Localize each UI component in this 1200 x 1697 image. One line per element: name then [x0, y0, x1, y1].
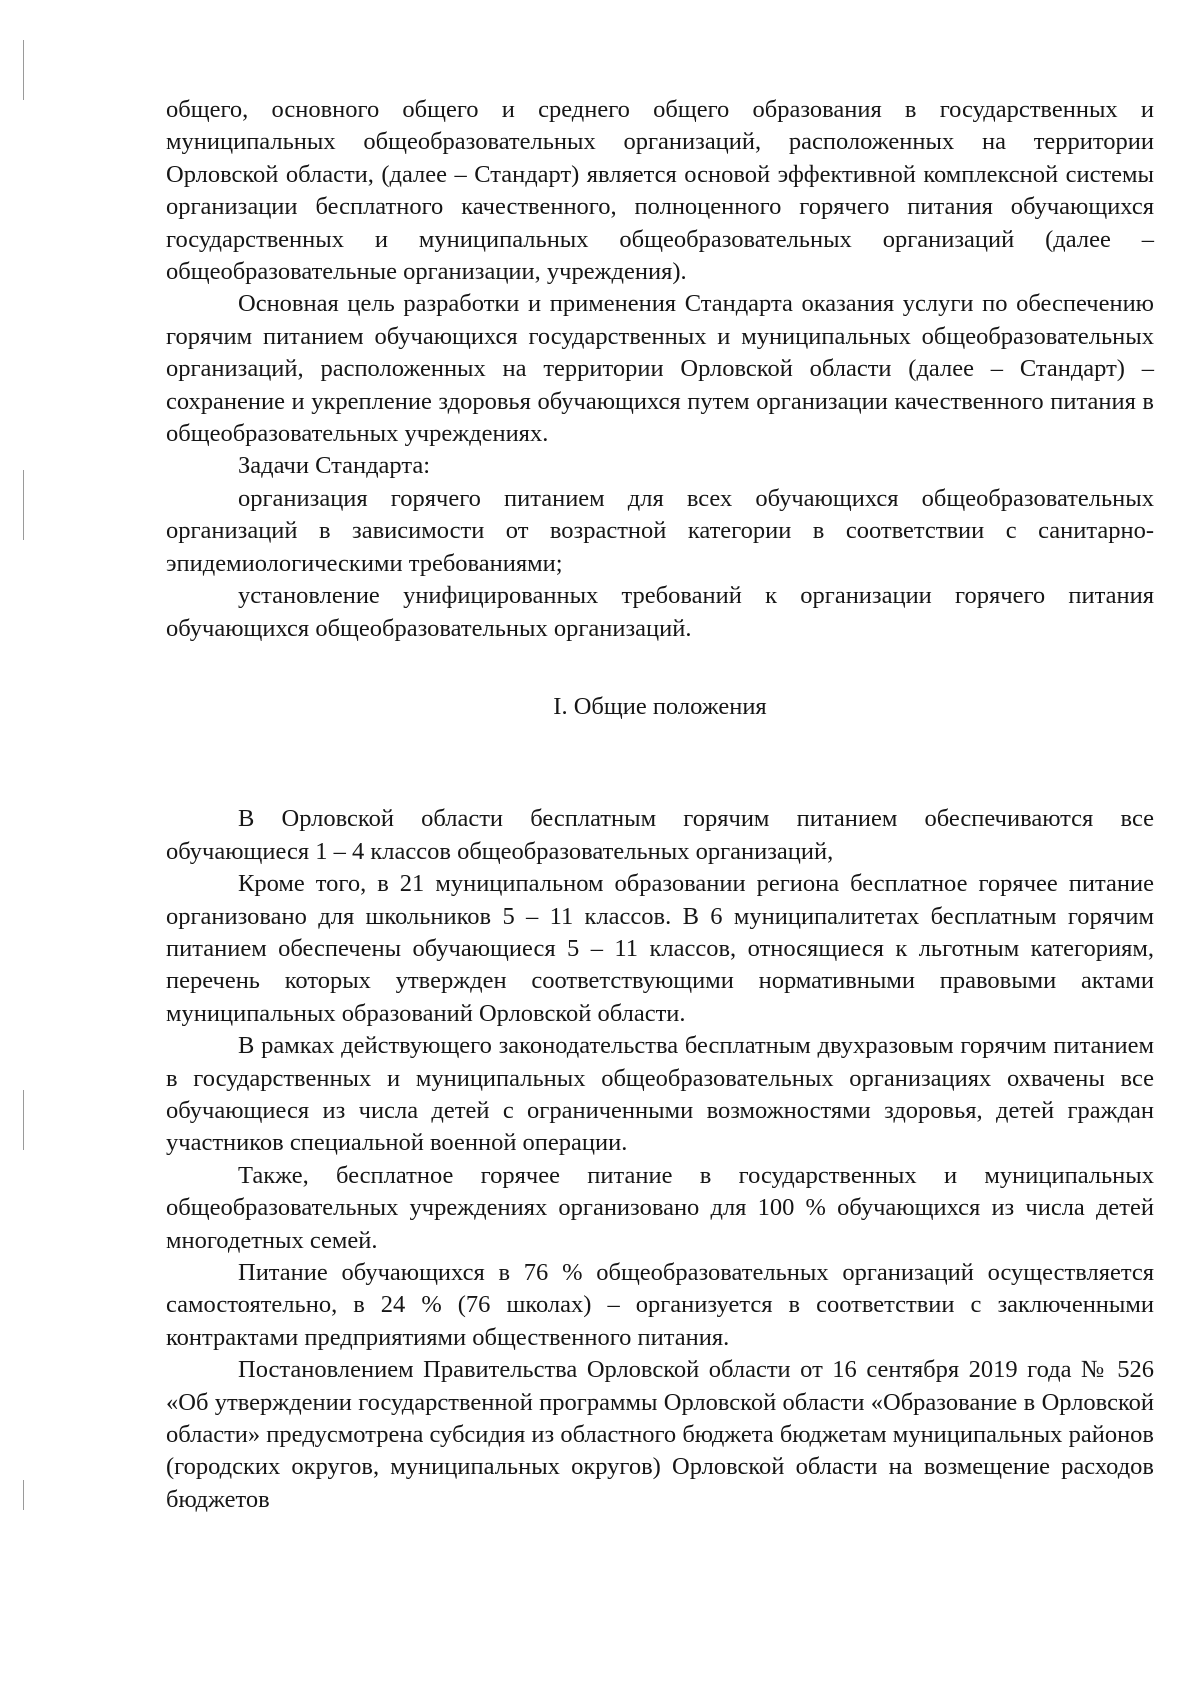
scan-edge-mark — [23, 40, 24, 100]
scan-edge-mark — [23, 470, 24, 540]
task-item-1: организация горячего питанием для всех обучающихся общеобразовательных организаций в зависимости от возрастной категории в соответствии с санитарно-эпидемиологическими требованиями; — [166, 484, 1154, 577]
section-paragraph: Питание обучающихся в 76 % общеобразовательных организаций осуществляется самостоятельно, в 24 % (76 школах) – организуется в соответствии с заключенными контрактами предприятиями общественного питания. — [166, 1259, 1154, 1351]
tasks-heading: Задачи Стандарта: — [238, 452, 431, 480]
document-body — [166, 94, 1154, 1516]
intro-continuation-paragraph: общего, основного общего и среднего общего образования в государственных и муниципальных общеобразовательных организаций, расположенных на территории Орловской области, (далее – Стандарт) является основой эффективной комплексной системы организации бесплатного качественного, полноценного горячего питания обучающихся государственных и муниципальных общеобразовательных организаций (далее – общеобразовательные организации, учреждения). — [166, 96, 1154, 286]
task-item-2: установление унифицированных требований к организации горячего питания обучающихся общеобразовательных организаций. — [166, 582, 1154, 642]
section-paragraph: Кроме того, в 21 муниципальном образовании региона бесплатное горячее питание организовано для школьников 5 – 11 классов. В 6 муниципалитетах бесплатным горячим питанием обеспечены обучающиеся 5 – 11 классов, относящиеся к льготным категориям, перечень которых утвержден соответствующими нормативными правовыми актами муниципальных образований Орловской области. — [166, 870, 1154, 1027]
section-paragraph: В Орловской области бесплатным горячим питанием обеспечиваются все обучающиеся 1 – 4 классов общеобразовательных организаций, — [166, 805, 1154, 865]
goal-paragraph: Основная цель разработки и применения Стандарта оказания услуги по обеспечению горячим питанием обучающихся государственных и муниципальных общеобразовательных организаций, расположенных на территории Орловской области (далее – Стандарт) – сохранение и укрепление здоровья обучающихся путем организации качественного питания в общеобразовательных учреждениях. — [166, 290, 1154, 448]
section-paragraph: Также, бесплатное горячее питание в государственных и муниципальных общеобразовательных учреждениях организовано для 100 % обучающихся из числа детей многодетных семей. — [166, 1161, 1154, 1254]
section-title: I. Общие положения — [553, 692, 767, 720]
section-paragraph: В рамках действующего законодательства бесплатным двухразовым горячим питанием в государственных и муниципальных общеобразовательных организациях охвачены все обучающиеся из числа детей с ограниченными возможностями здоровья, детей граждан участников специальной военной операции. — [166, 1032, 1154, 1157]
scan-edge-mark — [23, 1090, 24, 1150]
scan-edge-mark — [23, 1480, 24, 1510]
section-paragraph: Постановлением Правительства Орловской области от 16 сентября 2019 года № 526 «Об утверждении государственной программы Орловской области «Образование в Орловской области» предусмотрена субсидия из областного бюджета бюджетам муниципальных районов (городских округов, муниципальных округов) Орловской области на возмещение расходов бюджетов — [166, 1356, 1154, 1513]
